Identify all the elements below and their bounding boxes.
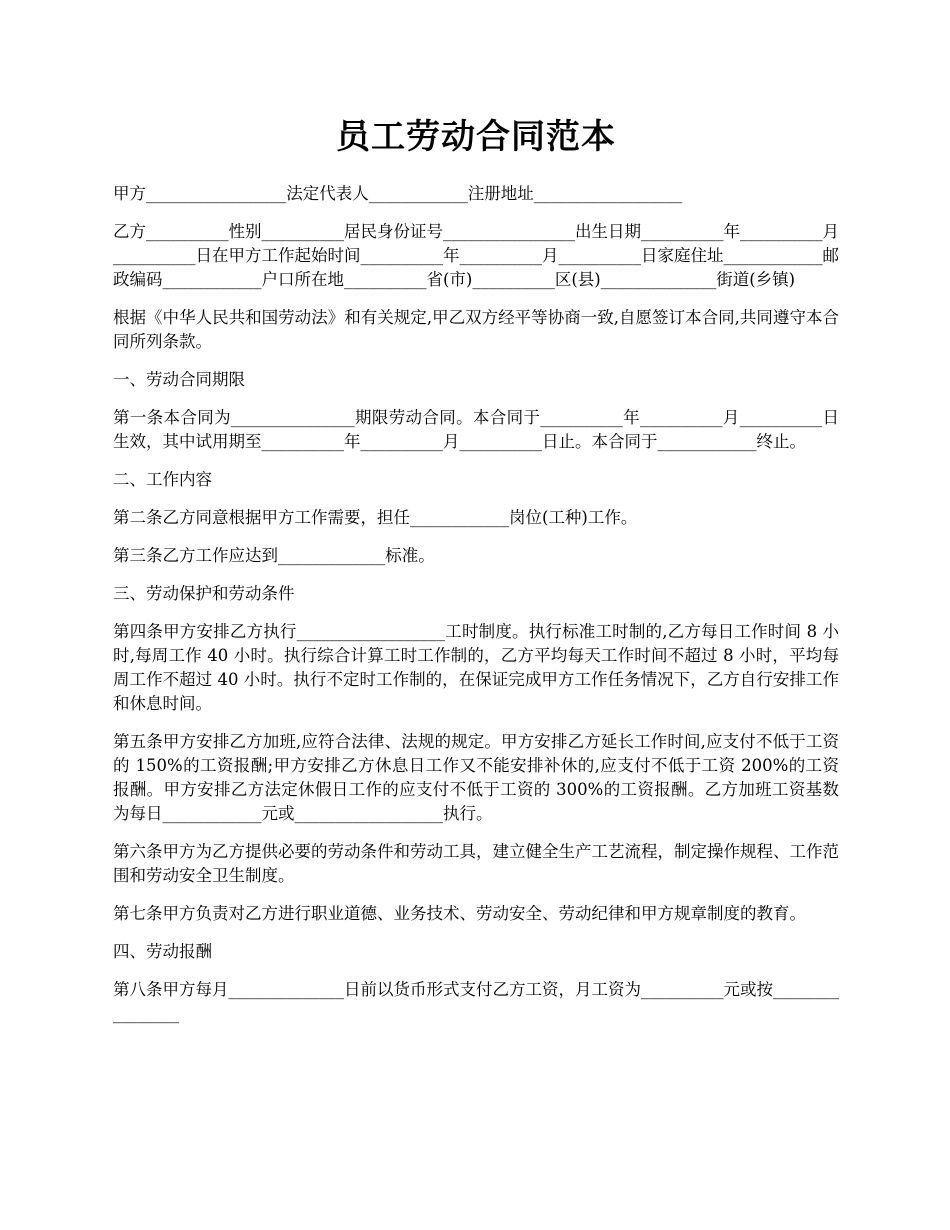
article-2: 第二条乙方同意根据甲方工作需要，担任____________岗位(工种)工作。 (113, 508, 638, 527)
article-5: 第五条甲方安排乙方加班,应符合法律、法规的规定。甲方安排乙方延长工作时间,应支付不低于工资的 150%的工资报酬;甲方安排乙方休息日工作又不能安排补休的,应支付不低于工资 200%的工资报酬。甲方安排乙方法定休假日工作的应支付不低于工资的 300%的工资报酬。乙方加班工资基数为每日____________元或__________________执行。 (113, 732, 839, 823)
section-heading-work: 二、工作内容 (113, 470, 212, 489)
article-4: 第四条甲方安排乙方执行__________________工时制度。执行标准工时制的,乙方每日工作时间 8 小时,每周工作 40 小时。执行综合计算工时工作制的，乙方平均每天工作时间不超过 8 小时，平均每周工作不超过 40 小时。执行不定时工作制的，在保证完成甲方工作任务情况下，乙方自行安排工作和休息时间。 (113, 622, 839, 713)
section-heading-term: 一、劳动合同期限 (113, 370, 245, 389)
article-7: 第七条甲方负责对乙方进行职业道德、业务技术、劳动安全、劳动纪律和甲方规章制度的教育。 (113, 904, 806, 923)
section-heading-pay: 四、劳动报酬 (113, 942, 212, 961)
preamble: 根据《中华人民共和国劳动法》和有关规定,甲乙双方经平等协商一致,自愿签订本合同,共同遵守本合同所列条款。 (113, 308, 839, 351)
document-title: 员工劳动合同范本 (336, 117, 616, 157)
article-6: 第六条甲方为乙方提供必要的劳动条件和劳动工具，建立健全生产工艺流程，制定操作规程、工作范围和劳动安全卫生制度。 (113, 842, 839, 885)
section-heading-protection: 三、劳动保护和劳动条件 (113, 584, 295, 603)
article-3: 第三条乙方工作应达到_____________标准。 (113, 546, 435, 565)
document-page (113, 112, 839, 1040)
article-1: 第一条本合同为_______________期限劳动合同。本合同于__________年__________月__________日生效，其中试用期至__________年__________月__________日止。本合同于____________终止。 (113, 408, 839, 451)
article-8: 第八条甲方每月______________日前以货币形式支付乙方工资，月工资为__________元或按________________ (113, 980, 839, 1023)
party-a-info: 甲方_________________法定代表人____________注册地址__________________ (113, 184, 683, 203)
party-b-info: 乙方__________性别__________居民身份证号________________出生日期__________年__________月__________日在甲方工作起始时间__________年__________月__________日家庭住址____________邮政编码____________户口所在地__________省(市)__________区(县)______________街道(乡镇) (113, 222, 839, 289)
